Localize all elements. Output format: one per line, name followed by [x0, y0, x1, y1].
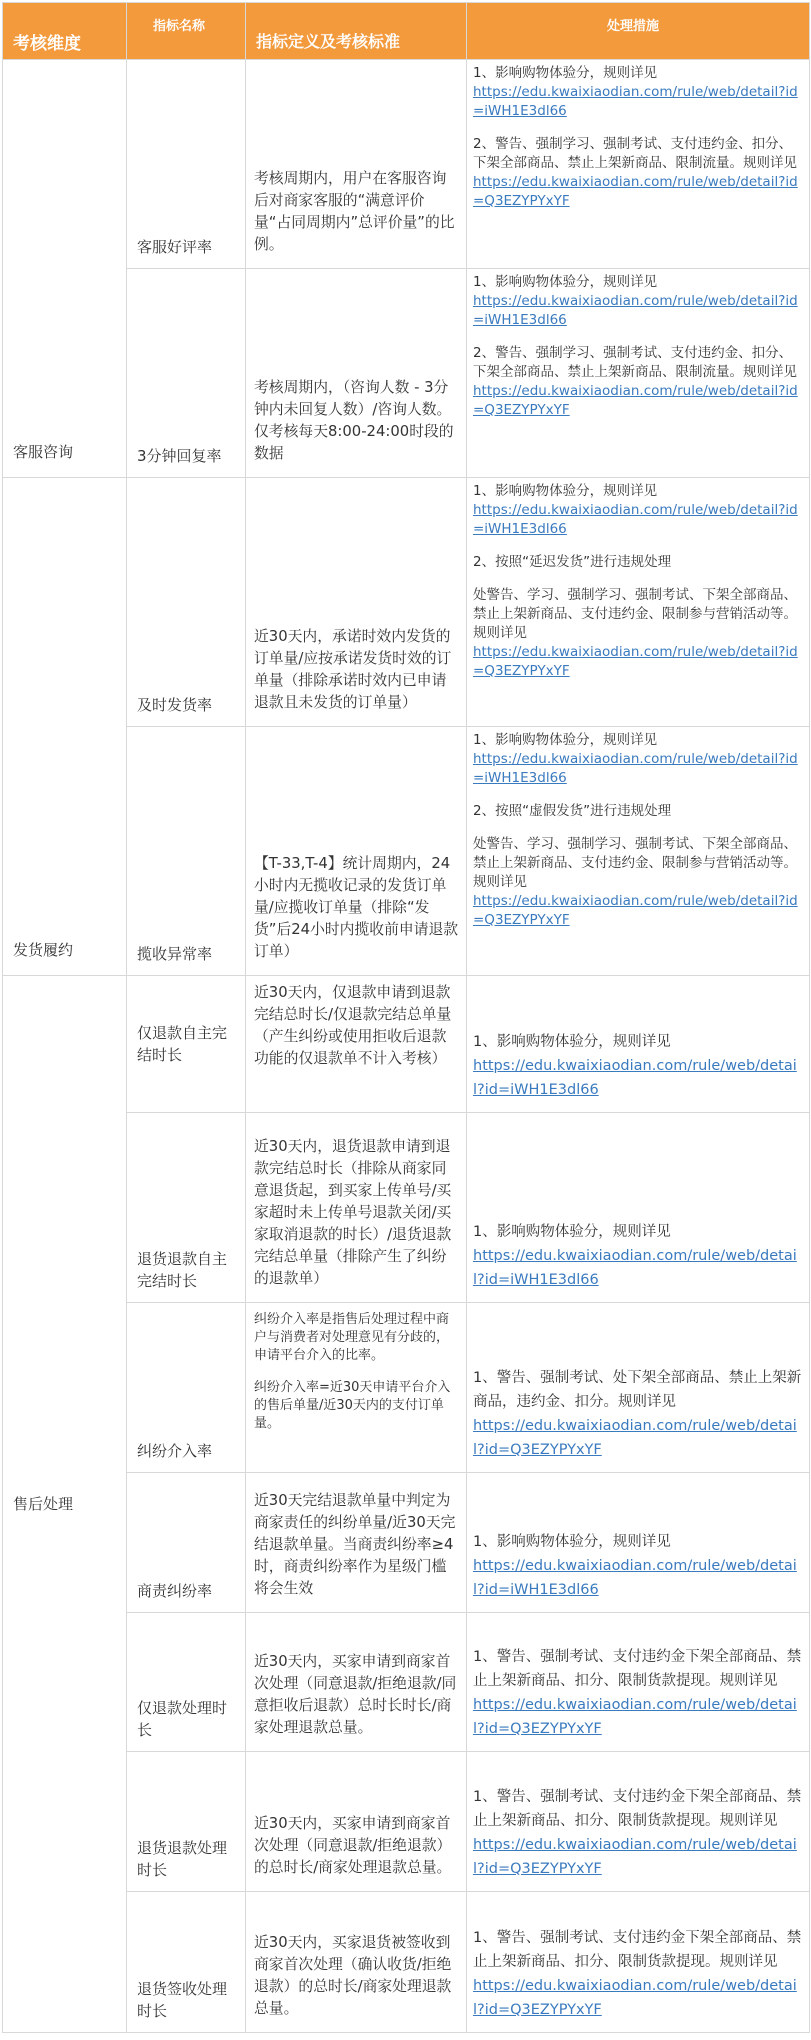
indicator-name-cell: [127, 1752, 246, 1892]
indicator-name-cell: [127, 976, 246, 1113]
header-definition: [246, 3, 467, 60]
rules-table: [2, 2, 810, 2033]
definition-text: 近30天完结退款单量中判定为商家责任的纠纷单量/近30天完结退款单量。当商责纠纷率≥4时，商责纠纷率作为星级门槛将会生效: [254, 1492, 456, 1597]
rule-link[interactable]: https://edu.kwaixiaodian.com/rule/web/detail?id=Q3EZYPYxYF: [473, 1837, 797, 1877]
rule-link[interactable]: https://edu.kwaixiaodian.com/rule/web/detail?id=Q3EZYPYxYF: [473, 1978, 797, 2018]
table-row: [3, 976, 810, 1113]
definition-cell: [246, 1113, 467, 1303]
definition-cell: [246, 1613, 467, 1752]
action-cell: [467, 1892, 810, 2033]
rule-link[interactable]: https://edu.kwaixiaodian.com/rule/web/detail?id=iWH1E3dl66: [473, 293, 798, 328]
action-cell: [467, 1113, 810, 1303]
header-action: [467, 3, 810, 60]
action-cell: [467, 269, 810, 478]
header-indicator-name: [127, 3, 246, 60]
definition-cell: [246, 1473, 467, 1613]
header-indicator-name-label: 指标名称: [153, 19, 206, 34]
rule-link[interactable]: https://edu.kwaixiaodian.com/rule/web/detail?id=iWH1E3dl66: [473, 84, 798, 119]
definition-cell: [246, 727, 467, 976]
definition-text: 近30天内，买家申请到商家首次处理（同意退款/拒绝退款）的总时长/商家处理退款总量。: [254, 1815, 452, 1876]
header-action-label: 处理措施: [607, 19, 660, 34]
definition-cell: [246, 269, 467, 478]
action-text: 2、按照“虚假发货”进行违规处理: [473, 803, 672, 819]
indicator-name-cell: [127, 478, 246, 727]
definition-cell: [246, 60, 467, 269]
definition-text: 纠纷介入率是指售后处理过程中商户与消费者对处理意见有分歧的，申请平台介入的比率。: [254, 1312, 450, 1363]
action-text: 1、影响购物体验分，规则详见: [473, 483, 658, 499]
header-definition-label: 指标定义及考核标准: [256, 32, 401, 51]
action-cell: [467, 727, 810, 976]
indicator-name: 仅退款处理时长: [137, 1699, 228, 1739]
indicator-name: 纠纷介入率: [137, 1442, 213, 1460]
rule-link[interactable]: https://edu.kwaixiaodian.com/rule/web/detail?id=Q3EZYPYxYF: [473, 644, 798, 679]
rule-link[interactable]: https://edu.kwaixiaodian.com/rule/web/detail?id=iWH1E3dl66: [473, 751, 798, 786]
definition-text: 近30天内，退货退款申请到退款完结总时长（排除从商家同意退货起，到买家上传单号/买家超时未上传单号退款关闭/买家取消退款的时长）/退货退款完结总单量（排除产生了纠纷的退款单）: [254, 1138, 452, 1287]
action-cell: [467, 478, 810, 727]
indicator-name: 退货退款自主完结时长: [137, 1250, 228, 1290]
definition-cell: [246, 976, 467, 1113]
indicator-name-cell: [127, 1473, 246, 1613]
definition-text: 近30天内，承诺时效内发货的订单量/应按承诺发货时效的订单量（排除承诺时效内已申请退款且未发货的订单量）: [254, 628, 452, 711]
definition-formula: 纠纷介入率=近30天申请平台介入的售后单量/近30天内的支付订单量。: [254, 1380, 451, 1431]
rule-link[interactable]: https://edu.kwaixiaodian.com/rule/web/detail?id=iWH1E3dl66: [473, 1558, 797, 1598]
action-text: 1、影响购物体验分，规则详见: [473, 1034, 671, 1050]
rule-link[interactable]: https://edu.kwaixiaodian.com/rule/web/detail?id=Q3EZYPYxYF: [473, 1697, 797, 1737]
group-cell-after-sales: [3, 976, 127, 2033]
indicator-name-cell: [127, 1113, 246, 1303]
action-text: 1、警告、强制考试、支付违约金下架全部商品、禁止上架新商品、扣分、限制货款提现。规则详见: [473, 1649, 802, 1689]
action-text: 1、影响购物体验分，规则详见: [473, 1534, 671, 1550]
group-cell-shipping: [3, 478, 127, 976]
table-row: [3, 60, 810, 269]
action-text: 1、警告、强制考试、支付违约金下架全部商品、禁止上架新商品、扣分、限制货款提现。规则详见: [473, 1789, 802, 1829]
indicator-name: 3分钟回复率: [137, 447, 222, 465]
group-label: 售后处理: [13, 1494, 74, 1513]
action-cell: [467, 1613, 810, 1752]
action-text: 1、警告、强制考试、支付违约金下架全部商品、禁止上架新商品、扣分、限制货款提现。规则详见: [473, 1930, 802, 1970]
definition-text: 【T-33,T-4】统计周期内，24小时内无揽收记录的发货订单量/应揽收订单量（排除“发货”后24小时内揽收前申请退款订单）: [254, 855, 459, 960]
rule-link[interactable]: https://edu.kwaixiaodian.com/rule/web/detail?id=Q3EZYPYxYF: [473, 1418, 797, 1458]
action-cell: [467, 1752, 810, 1892]
action-text: 2、按照“延迟发货”进行违规处理: [473, 554, 672, 570]
definition-text: 考核周期内，用户在客服咨询后对商家客服的“满意评价量“占同周期内”总评价量”的比例。: [254, 170, 455, 253]
action-cell: [467, 976, 810, 1113]
group-label: 发货履约: [13, 941, 74, 959]
indicator-name-cell: [127, 269, 246, 478]
definition-cell: [246, 1752, 467, 1892]
indicator-name-cell: [127, 1613, 246, 1752]
action-text: 1、影响购物体验分，规则详见: [473, 274, 658, 290]
rule-link[interactable]: https://edu.kwaixiaodian.com/rule/web/detail?id=iWH1E3dl66: [473, 1058, 797, 1098]
action-text: 1、警告、强制考试、处下架全部商品、禁止上架新商品，违约金、扣分。规则详见: [473, 1370, 802, 1410]
group-label: 客服咨询: [13, 443, 74, 461]
definition-text: 近30天内，买家退货被签收到商家首次处理（确认收货/拒绝退款）的总时长/商家处理退款总量。: [254, 1934, 452, 2017]
action-cell: [467, 1303, 810, 1473]
action-text: 1、影响购物体验分，规则详见: [473, 65, 658, 81]
group-cell-customer-service: [3, 60, 127, 478]
table-row: [3, 478, 810, 727]
definition-cell: [246, 1892, 467, 2033]
indicator-name: 客服好评率: [137, 238, 213, 256]
indicator-name: 揽收异常率: [137, 945, 213, 963]
indicator-name: 退货签收处理时长: [137, 1980, 228, 2020]
indicator-name: 及时发货率: [137, 696, 213, 714]
action-cell: [467, 1473, 810, 1613]
rule-link[interactable]: https://edu.kwaixiaodian.com/rule/web/detail?id=Q3EZYPYxYF: [473, 893, 798, 928]
action-text: 1、影响购物体验分，规则详见: [473, 732, 658, 748]
definition-cell: [246, 1303, 467, 1473]
rule-link[interactable]: https://edu.kwaixiaodian.com/rule/web/detail?id=iWH1E3dl66: [473, 1248, 797, 1288]
action-text: 2、警告、强制学习、强制考试、支付违约金、扣分、下架全部商品、禁止上架新商品、限制流量。规则详见: [473, 136, 797, 171]
header-dimension: [3, 3, 127, 60]
indicator-name: 商责纠纷率: [137, 1582, 213, 1600]
indicator-name: 仅退款自主完结时长: [137, 1024, 228, 1064]
table-header-row: [3, 3, 810, 60]
action-text: 处警告、学习、强制学习、强制考试、下架全部商品、禁止上架新商品、支付违约金、限制参与营销活动等。规则详见: [473, 587, 797, 641]
action-text: 2、警告、强制学习、强制考试、支付违约金、扣分、下架全部商品、禁止上架新商品、限制流量。规则详见: [473, 345, 797, 380]
definition-text: 近30天内，买家申请到商家首次处理（同意退款/拒绝退款/同意拒收后退款）总时长时长/商家处理退款总量。: [254, 1653, 457, 1736]
definition-cell: [246, 478, 467, 727]
rule-link[interactable]: https://edu.kwaixiaodian.com/rule/web/detail?id=iWH1E3dl66: [473, 502, 798, 537]
indicator-name-cell: [127, 727, 246, 976]
header-dimension-label: 考核维度: [13, 34, 81, 54]
definition-text: 近30天内，仅退款申请到退款完结总时长/仅退款完结总单量（产生纠纷或使用拒收后退款功能的仅退款单不计入考核）: [254, 984, 452, 1067]
definition-text: 考核周期内，（咨询人数 - 3分钟内未回复人数）/咨询人数。仅考核每天8:00-24:00时段的数据: [254, 379, 454, 462]
action-text: 1、影响购物体验分，规则详见: [473, 1224, 671, 1240]
action-text: 处警告、学习、强制学习、强制考试、下架全部商品、禁止上架新商品、支付违约金、限制参与营销活动等。规则详见: [473, 836, 797, 890]
action-cell: [467, 60, 810, 269]
indicator-name: 退货退款处理时长: [137, 1839, 228, 1879]
indicator-name-cell: [127, 1892, 246, 2033]
rule-link[interactable]: https://edu.kwaixiaodian.com/rule/web/detail?id=Q3EZYPYxYF: [473, 174, 798, 209]
rule-link[interactable]: https://edu.kwaixiaodian.com/rule/web/detail?id=Q3EZYPYxYF: [473, 383, 798, 418]
indicator-name-cell: [127, 1303, 246, 1473]
indicator-name-cell: [127, 60, 246, 269]
